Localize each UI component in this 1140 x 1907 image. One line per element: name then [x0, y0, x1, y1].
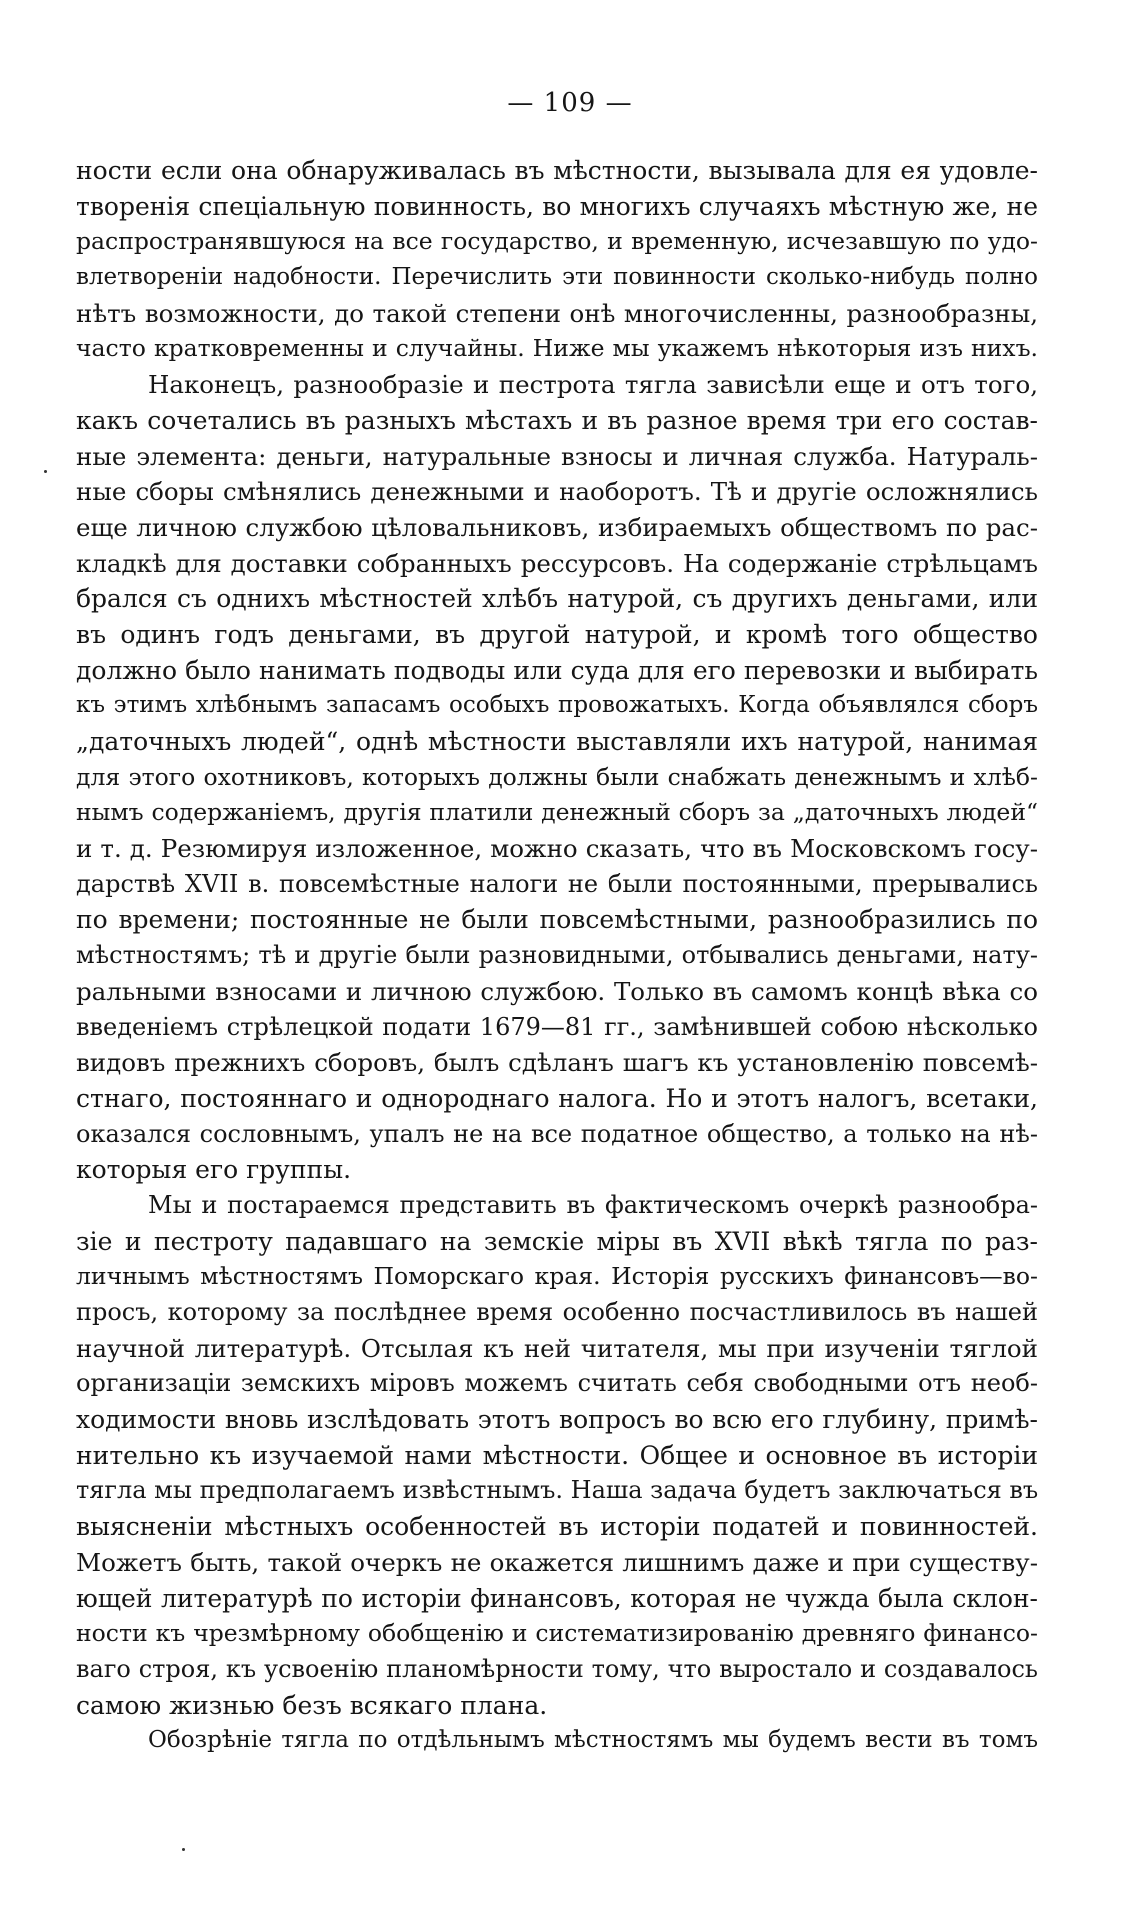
text-line: брался съ однихъ мѣстностей хлѣбъ натурой, съ другихъ деньгами, или — [76, 584, 1038, 614]
text-line: ные сборы смѣнялись денежными и наоборотъ. Тѣ и другіе осложнялись — [76, 477, 1038, 507]
text-line: научной литературѣ. Отсылая къ ней читателя, мы при изученіи тяглой — [76, 1333, 1038, 1363]
text-line: распространявшуюся на все государство, и временную, исчезавшую по удо- — [76, 227, 1038, 256]
text-line: и т. д. Резюмируя изложенное, можно сказать, что въ Московскомъ госу- — [76, 834, 1038, 864]
text-line: ности къ чрезмѣрному обобщенію и систематизированію древняго финансо- — [76, 1619, 1038, 1648]
text-line: „даточныхъ людей“, однѣ мѣстности выставляли ихъ натурой, нанимая — [76, 727, 1038, 756]
body-text — [76, 153, 1038, 1759]
text-line: оказался сословнымъ, упалъ не на все податное общество, а только на нѣ- — [76, 1119, 1038, 1148]
text-line: нымъ содержаніемъ, другія платили денежный сборъ за „даточныхъ людей“ — [76, 798, 1038, 827]
text-line: просъ, которому за послѣднее время особенно посчастливилось въ нашей — [76, 1298, 1038, 1326]
text-line: личнымъ мѣстностямъ Поморскаго края. Исторія русскихъ финансовъ—во- — [76, 1262, 1038, 1291]
text-line: дарствѣ XVII в. повсемѣстные налоги не были постоянными, прерывались — [76, 869, 1038, 898]
text-line: еще личною службою цѣловальниковъ, избираемыхъ обществомъ по рас- — [76, 512, 1038, 542]
text-line: ральными взносами и личною службою. Только въ самомъ концѣ вѣка со — [76, 976, 1038, 1006]
scan-speck — [182, 1848, 185, 1851]
paragraph-4 — [76, 1723, 1038, 1759]
text-line: въ одинъ годъ деньгами, въ другой натурой, и кромѣ того общество — [76, 619, 1038, 649]
text-line: выясненіи мѣстныхъ особенностей въ исторіи податей и повинностей. — [76, 1512, 1038, 1542]
text-line: ваго строя, къ усвоенію планомѣрности тому, что выростало и создавалось — [76, 1654, 1038, 1683]
paragraph-3 — [76, 1188, 1038, 1723]
paragraph-1 — [76, 153, 1038, 367]
text-line: должно было нанимать подводы или суда для его перевозки и выбирать — [76, 655, 1038, 685]
text-line: ности если она обнаруживалась въ мѣстности, вызывала для ея удовле- — [76, 156, 1038, 185]
text-line: Мы и постараемся представить въ фактическомъ очеркѣ разнообра- — [148, 1190, 1038, 1219]
text-line: самою жизнью безъ всякаго плана. — [76, 1690, 548, 1720]
text-line: по времени; постоянные не были повсемѣстными, разнообразились по — [76, 905, 1038, 935]
text-line: нѣтъ возможности, до такой степени онѣ многочисленны, разнообразны, — [76, 298, 1038, 328]
text-line: которыя его группы. — [76, 1155, 352, 1185]
text-line: какъ сочетались въ разныхъ мѣстахъ и въ разное время три его состав- — [76, 405, 1038, 435]
text-line: Можетъ быть, такой очеркъ не окажется лишнимъ даже и при существу- — [76, 1547, 1038, 1577]
text-line: тягла мы предполагаемъ извѣстнымъ. Наша задача будетъ заключаться въ — [76, 1476, 1038, 1505]
text-line: нительно къ изучаемой нами мѣстности. Общее и основное въ исторіи — [76, 1440, 1038, 1470]
text-line: влетвореніи надобности. Перечислить эти повинности сколько-нибудь полно — [76, 264, 1038, 291]
text-line: Наконецъ, разнообразіе и пестрота тягла зависѣли еще и отъ того, — [148, 370, 1038, 400]
text-line: мѣстностямъ; тѣ и другіе были разновидными, отбывались деньгами, нату- — [76, 941, 1038, 970]
text-line: видовъ прежнихъ сборовъ, былъ сдѣланъ шагъ къ установленію повсемѣ- — [76, 1048, 1038, 1078]
text-line: Обозрѣніе тягла по отдѣльнымъ мѣстностямъ мы будемъ вести въ томъ — [148, 1727, 1038, 1754]
text-line: ющей литературѣ по исторіи финансовъ, которая не чужда была склон- — [76, 1583, 1038, 1613]
text-line: ные элемента: деньги, натуральные взносы и личная служба. Натураль- — [76, 441, 1038, 471]
scan-speck — [44, 470, 47, 473]
text-line: организаціи земскихъ міровъ можемъ считать себя свободными отъ необ- — [76, 1369, 1038, 1398]
text-line: зіе и пестроту падавшаго на земскіе міры въ XVII вѣкѣ тягла по раз- — [76, 1226, 1038, 1256]
text-line: введеніемъ стрѣлецкой подати 1679—81 гг., замѣнившей собою нѣсколько — [76, 1012, 1038, 1041]
text-line: творенія спеціальную повинность, во многихъ случаяхъ мѣстную же, не — [76, 191, 1038, 221]
text-line: кладкѣ для доставки собранныхъ рессурсовъ. На содержаніе стрѣльцамъ — [76, 548, 1038, 578]
text-line: часто кратковременны и случайны. Ниже мы укажемъ нѣкоторыя изъ нихъ. — [76, 334, 1038, 363]
page-number: — 109 — — [507, 88, 633, 118]
text-line: стнаго, постояннаго и однороднаго налога. Но и этотъ налогъ, всетаки, — [76, 1083, 1038, 1113]
paragraph-2 — [76, 367, 1038, 1188]
text-line: ходимости вновь изслѣдовать этотъ вопросъ во всю его глубину, примѣ- — [76, 1405, 1038, 1435]
text-line: къ этимъ хлѣбнымъ запасамъ особыхъ провожатыхъ. Когда объявлялся сборъ — [76, 692, 1038, 719]
text-line: для этого охотниковъ, которыхъ должны были снабжать денежнымъ и хлѣб- — [76, 762, 1038, 791]
